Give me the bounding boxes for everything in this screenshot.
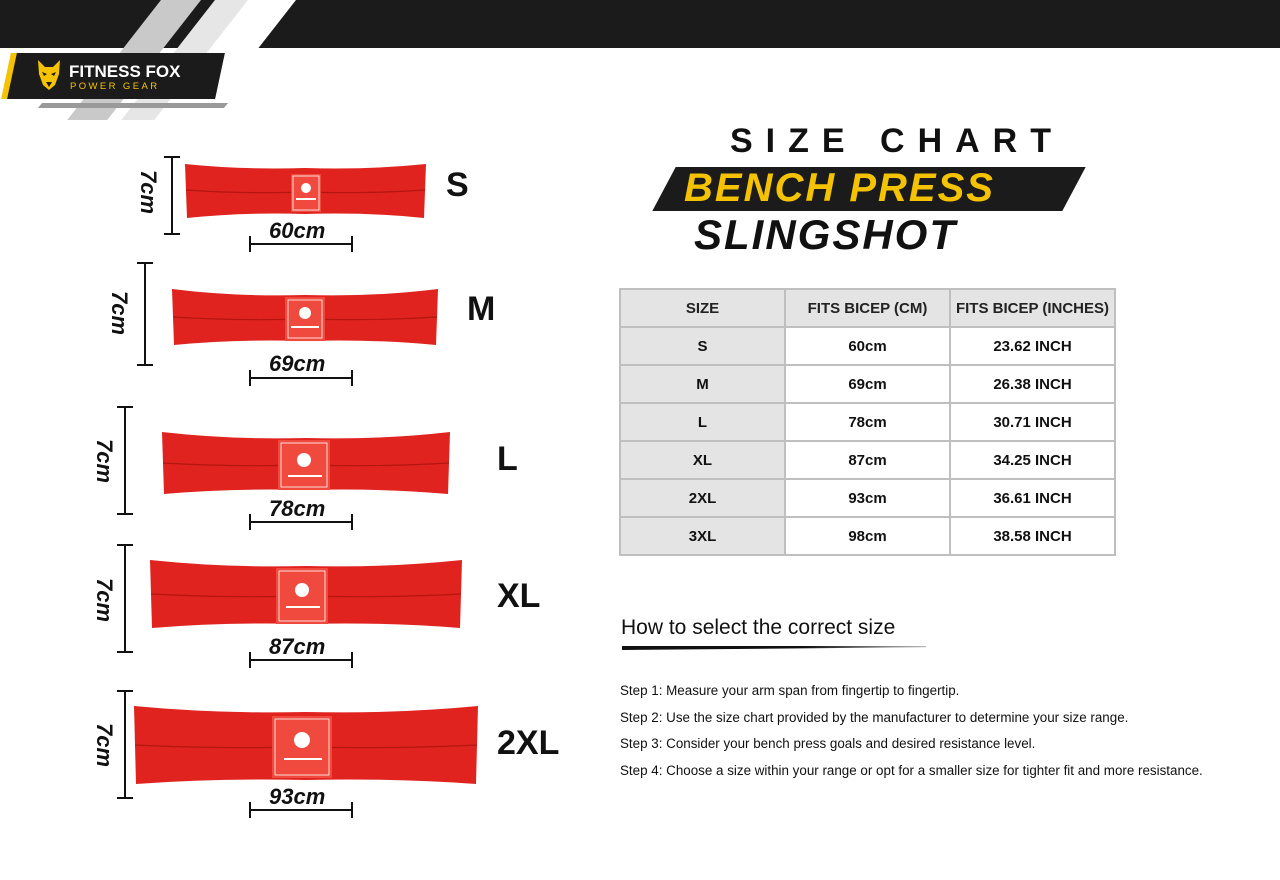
table-row xyxy=(620,403,1115,441)
band-length-label: 78cm xyxy=(269,496,326,521)
table-cell: 3XL xyxy=(620,517,785,555)
brand-name: FITNESS FOX xyxy=(69,62,181,81)
table-header: FITS BICEP (INCHES) xyxy=(950,289,1115,327)
table-cell: 36.61 INCH xyxy=(950,479,1115,517)
band-size-label: M xyxy=(467,290,496,328)
band-width-label: 7cm xyxy=(92,438,118,484)
table-cell: S xyxy=(620,327,785,365)
table-cell: 34.25 INCH xyxy=(950,441,1115,479)
band-width-label: 7cm xyxy=(107,290,133,336)
table-cell: 87cm xyxy=(785,441,950,479)
guide-step: Step 2: Use the size chart provided by the manufacturer to determine your size range. xyxy=(620,710,1129,725)
band-length-label: 93cm xyxy=(269,784,326,809)
table-row xyxy=(620,327,1115,365)
guide-step: Step 1: Measure your arm span from fingertip to fingertip. xyxy=(620,683,960,698)
table-row xyxy=(620,479,1115,517)
band-size-label: 2XL xyxy=(497,724,560,762)
guide-underline xyxy=(622,646,926,650)
band-width-label: 7cm xyxy=(92,722,118,768)
table-header-row xyxy=(620,289,1115,327)
guide-step: Step 4: Choose a size within your range or opt for a smaller size for tighter fit and more resistance. xyxy=(620,763,1203,778)
band-length-label: 60cm xyxy=(269,218,326,243)
band-length-label: 87cm xyxy=(269,634,326,659)
product-subtitle: SLINGSHOT xyxy=(694,211,958,258)
table-cell: 26.38 INCH xyxy=(950,365,1115,403)
band-size-label: XL xyxy=(497,577,541,615)
page-title: SIZE CHART xyxy=(730,122,1064,160)
table-cell: XL xyxy=(620,441,785,479)
brand-tagline: POWER GEAR xyxy=(70,81,160,92)
table-cell: M xyxy=(620,365,785,403)
table-cell: 69cm xyxy=(785,365,950,403)
table-row xyxy=(620,517,1115,555)
band-size-label: L xyxy=(497,440,518,478)
table-cell: 98cm xyxy=(785,517,950,555)
size-table xyxy=(619,288,1116,556)
table-cell: 23.62 INCH xyxy=(950,327,1115,365)
guide-step: Step 3: Consider your bench press goals and desired resistance level. xyxy=(620,736,1036,751)
table-header: SIZE xyxy=(620,289,785,327)
table-row xyxy=(620,365,1115,403)
table-cell: 78cm xyxy=(785,403,950,441)
table-cell: 2XL xyxy=(620,479,785,517)
guide-heading: How to select the correct size xyxy=(621,616,896,639)
table-header: FITS BICEP (CM) xyxy=(785,289,950,327)
product-title: BENCH PRESS xyxy=(684,166,995,210)
band-size-label: S xyxy=(446,166,469,204)
band-width-label: 7cm xyxy=(136,169,162,215)
table-cell: L xyxy=(620,403,785,441)
table-cell: 38.58 INCH xyxy=(950,517,1115,555)
table-cell: 60cm xyxy=(785,327,950,365)
band-length-label: 69cm xyxy=(269,351,326,376)
table-row xyxy=(620,441,1115,479)
table-cell: 93cm xyxy=(785,479,950,517)
band-width-label: 7cm xyxy=(92,577,118,623)
table-cell: 30.71 INCH xyxy=(950,403,1115,441)
